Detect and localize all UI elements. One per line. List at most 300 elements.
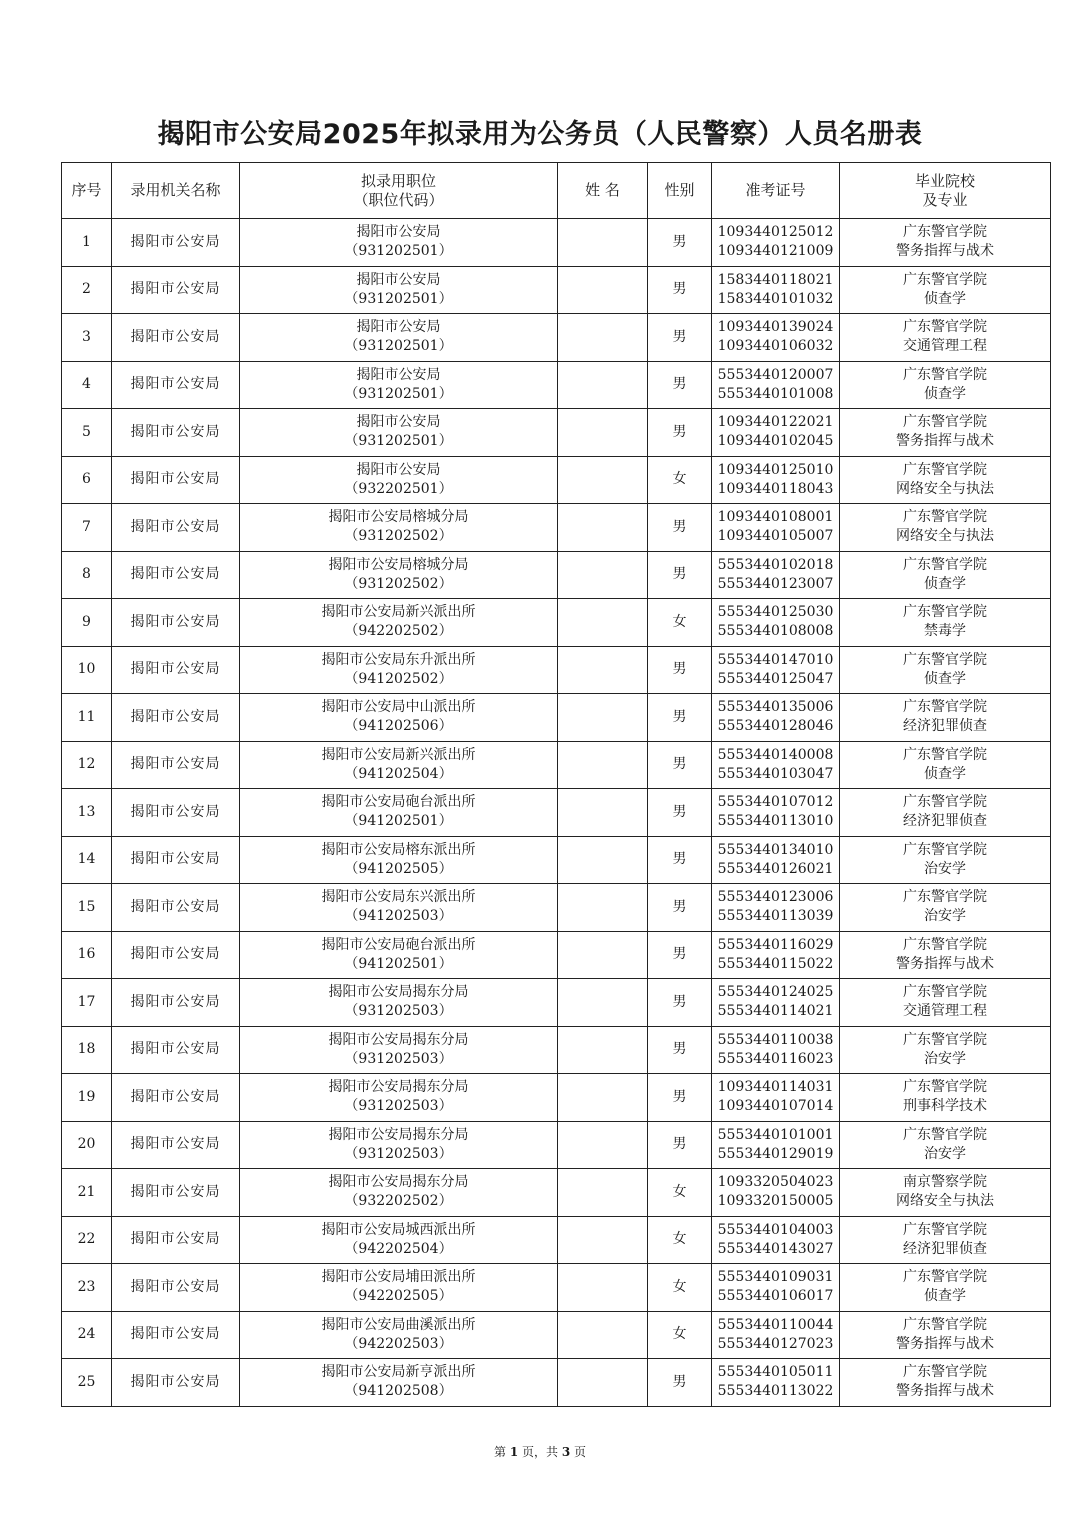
- cell-position: [240, 409, 558, 457]
- cell-position: [240, 1169, 558, 1217]
- cell-gender: 男: [648, 1359, 712, 1407]
- cell-school-major: 侦查学: [924, 670, 966, 687]
- cell-seq: 18: [62, 1026, 112, 1074]
- cell-gender: 男: [648, 836, 712, 884]
- cell-gender: 女: [648, 1169, 712, 1217]
- cell-org: 揭阳市公安局: [112, 361, 240, 409]
- cell-position-name: 揭阳市公安局新兴派出所: [321, 604, 476, 621]
- cell-org: 揭阳市公安局: [112, 1359, 240, 1407]
- table-row: [62, 551, 1051, 599]
- cell-exam-number: [712, 979, 840, 1027]
- cell-name: [558, 361, 648, 409]
- cell-seq: 3: [62, 314, 112, 362]
- cell-school: [840, 931, 1051, 979]
- cell-gender: 女: [648, 1216, 712, 1264]
- cell-exam-number-1: 5553440135006: [717, 699, 834, 716]
- cell-school-major: 警务指挥与战术: [896, 433, 994, 450]
- cell-exam-number: [712, 219, 840, 267]
- cell-exam-number-2: 1093440102045: [717, 433, 834, 450]
- cell-school-major: 侦查学: [924, 1288, 966, 1305]
- cell-school-major: 侦查学: [924, 385, 966, 402]
- cell-org: 揭阳市公安局: [112, 1074, 240, 1122]
- cell-exam-number: [712, 1216, 840, 1264]
- header-seq: 序号: [62, 163, 112, 219]
- cell-org: 揭阳市公安局: [112, 979, 240, 1027]
- cell-position: [240, 504, 558, 552]
- cell-name: [558, 1169, 648, 1217]
- cell-exam-number-1: 1093440125010: [717, 461, 834, 478]
- cell-exam-number-1: 1583440118021: [717, 271, 834, 288]
- cell-name: [558, 1264, 648, 1312]
- cell-exam-number-1: 5553440110038: [717, 1031, 834, 1048]
- cell-seq: 6: [62, 456, 112, 504]
- cell-name: [558, 1359, 648, 1407]
- cell-position: [240, 789, 558, 837]
- cell-exam-number-2: 5553440129019: [717, 1145, 834, 1162]
- cell-school-major: 网络安全与执法: [896, 1193, 994, 1210]
- cell-exam-number-2: 5553440113022: [717, 1383, 834, 1400]
- cell-exam-number: [712, 599, 840, 647]
- cell-position: [240, 361, 558, 409]
- cell-gender: 男: [648, 646, 712, 694]
- cell-exam-number-1: 5553440110044: [717, 1316, 834, 1333]
- table-row: [62, 694, 1051, 742]
- header-school: [840, 163, 1051, 219]
- cell-seq: 21: [62, 1169, 112, 1217]
- cell-seq: 17: [62, 979, 112, 1027]
- table-row: [62, 1121, 1051, 1169]
- cell-position-name: 揭阳市公安局榕城分局: [328, 556, 469, 573]
- cell-exam-number: [712, 1026, 840, 1074]
- cell-exam-number-1: 5553440124025: [717, 984, 834, 1001]
- cell-school: [840, 646, 1051, 694]
- table-row: [62, 456, 1051, 504]
- cell-exam-number-1: 1093440122021: [717, 414, 834, 431]
- cell-name: [558, 409, 648, 457]
- cell-org: 揭阳市公安局: [112, 1026, 240, 1074]
- cell-exam-number: [712, 1121, 840, 1169]
- cell-school: [840, 789, 1051, 837]
- cell-position: [240, 646, 558, 694]
- cell-school-major: 交通管理工程: [903, 338, 987, 355]
- cell-org: 揭阳市公安局: [112, 1216, 240, 1264]
- cell-exam-number-1: 1093440139024: [717, 319, 834, 336]
- cell-gender: 男: [648, 1121, 712, 1169]
- table-body: [62, 219, 1051, 1407]
- cell-exam-number-2: 5553440128046: [717, 718, 834, 735]
- cell-exam-number: [712, 741, 840, 789]
- table-row: [62, 1026, 1051, 1074]
- cell-school-name: 广东警官学院: [903, 414, 987, 431]
- cell-org: 揭阳市公安局: [112, 1169, 240, 1217]
- cell-seq: 23: [62, 1264, 112, 1312]
- cell-gender: 男: [648, 504, 712, 552]
- cell-school: [840, 979, 1051, 1027]
- roster-table: [61, 162, 1051, 1407]
- cell-position-code: （941202504）: [344, 765, 453, 782]
- cell-position-name: 揭阳市公安局榕城分局: [328, 509, 469, 526]
- cell-school-major: 侦查学: [924, 575, 966, 592]
- cell-name: [558, 1026, 648, 1074]
- cell-exam-number-2: 1093440105007: [717, 528, 834, 545]
- cell-exam-number-2: 1093440107014: [717, 1098, 834, 1115]
- cell-name: [558, 456, 648, 504]
- cell-exam-number-1: 1093440114031: [717, 1079, 834, 1096]
- cell-gender: 男: [648, 551, 712, 599]
- cell-position-code: （931202503）: [344, 1050, 453, 1067]
- cell-position-name: 揭阳市公安局曲溪派出所: [321, 1316, 476, 1333]
- cell-position-code: （932202502）: [344, 1193, 453, 1210]
- cell-school-major: 网络安全与执法: [896, 528, 994, 545]
- cell-position: [240, 1264, 558, 1312]
- cell-exam-number-1: 5553440101001: [717, 1126, 834, 1143]
- cell-org: 揭阳市公安局: [112, 646, 240, 694]
- cell-seq: 12: [62, 741, 112, 789]
- cell-school-name: 广东警官学院: [903, 366, 987, 383]
- cell-school: [840, 219, 1051, 267]
- cell-name: [558, 1074, 648, 1122]
- cell-exam-number: [712, 409, 840, 457]
- cell-name: [558, 551, 648, 599]
- table-row: [62, 361, 1051, 409]
- cell-position-code: （941202505）: [344, 860, 453, 877]
- cell-name: [558, 314, 648, 362]
- cell-position-name: 揭阳市公安局: [356, 414, 441, 431]
- cell-position-code: （931202501）: [344, 243, 453, 260]
- cell-school-major: 经济犯罪侦查: [903, 1240, 987, 1257]
- cell-name: [558, 1311, 648, 1359]
- cell-position-name: 揭阳市公安局东升派出所: [321, 651, 476, 668]
- table-row: [62, 266, 1051, 314]
- cell-position-name: 揭阳市公安局砲台派出所: [321, 936, 476, 953]
- cell-name: [558, 694, 648, 742]
- footer-middle: 页，共: [518, 1445, 562, 1459]
- cell-position: [240, 1121, 558, 1169]
- cell-position-code: （942202502）: [344, 623, 453, 640]
- table-row: [62, 1311, 1051, 1359]
- footer-page-number: 1: [509, 1445, 519, 1459]
- cell-school-name: 广东警官学院: [903, 1031, 987, 1048]
- cell-position: [240, 1216, 558, 1264]
- cell-name: [558, 504, 648, 552]
- cell-position: [240, 1311, 558, 1359]
- header-exam-number: 准考证号: [712, 163, 840, 219]
- cell-position: [240, 219, 558, 267]
- cell-position: [240, 266, 558, 314]
- cell-exam-number: [712, 646, 840, 694]
- table-row: [62, 599, 1051, 647]
- footer-prefix: 第: [493, 1445, 510, 1459]
- cell-name: [558, 884, 648, 932]
- cell-gender: 男: [648, 741, 712, 789]
- cell-position: [240, 1026, 558, 1074]
- table-row: [62, 979, 1051, 1027]
- cell-seq: 19: [62, 1074, 112, 1122]
- cell-school-name: 广东警官学院: [903, 1269, 987, 1286]
- table-row: [62, 1074, 1051, 1122]
- cell-school: [840, 1026, 1051, 1074]
- cell-gender: 男: [648, 361, 712, 409]
- cell-org: 揭阳市公安局: [112, 931, 240, 979]
- cell-position: [240, 314, 558, 362]
- cell-position-code: （941202502）: [344, 670, 453, 687]
- cell-gender: 男: [648, 884, 712, 932]
- cell-school-major: 治安学: [924, 860, 966, 877]
- cell-seq: 25: [62, 1359, 112, 1407]
- cell-org: 揭阳市公安局: [112, 1264, 240, 1312]
- cell-gender: 男: [648, 694, 712, 742]
- cell-org: 揭阳市公安局: [112, 789, 240, 837]
- cell-position-name: 揭阳市公安局榕东派出所: [321, 841, 476, 858]
- cell-org: 揭阳市公安局: [112, 551, 240, 599]
- cell-school: [840, 836, 1051, 884]
- table-row: [62, 836, 1051, 884]
- cell-position-code: （942202504）: [344, 1240, 453, 1257]
- cell-exam-number: [712, 1359, 840, 1407]
- cell-position-code: （931202501）: [344, 433, 453, 450]
- cell-exam-number-2: 5553440126021: [717, 860, 834, 877]
- table-row: [62, 504, 1051, 552]
- cell-exam-number-2: 1093440121009: [717, 243, 834, 260]
- cell-seq: 22: [62, 1216, 112, 1264]
- cell-exam-number-2: 5553440103047: [717, 765, 834, 782]
- table-row: [62, 1216, 1051, 1264]
- cell-org: 揭阳市公安局: [112, 409, 240, 457]
- table-row: [62, 219, 1051, 267]
- cell-position-name: 揭阳市公安局砲台派出所: [321, 794, 476, 811]
- table-row: [62, 1169, 1051, 1217]
- cell-gender: 男: [648, 1026, 712, 1074]
- cell-position-code: （931202501）: [344, 290, 453, 307]
- cell-exam-number-2: 5553440114021: [717, 1003, 834, 1020]
- cell-exam-number: [712, 836, 840, 884]
- cell-exam-number: [712, 694, 840, 742]
- cell-position-name: 揭阳市公安局新亨派出所: [321, 1364, 476, 1381]
- cell-exam-number-1: 5553440116029: [717, 936, 834, 953]
- header-position-code: （职位代码）: [353, 190, 444, 209]
- cell-position: [240, 599, 558, 647]
- cell-position-code: （931202502）: [344, 528, 453, 545]
- cell-seq: 16: [62, 931, 112, 979]
- cell-exam-number-2: 5553440116023: [717, 1050, 834, 1067]
- cell-school-name: 广东警官学院: [903, 651, 987, 668]
- cell-seq: 4: [62, 361, 112, 409]
- cell-exam-number-2: 5553440127023: [717, 1335, 834, 1352]
- cell-org: 揭阳市公安局: [112, 314, 240, 362]
- cell-school: [840, 694, 1051, 742]
- header-gender: 性别: [648, 163, 712, 219]
- cell-org: 揭阳市公安局: [112, 884, 240, 932]
- header-position-title: 拟录用职位: [360, 171, 436, 190]
- cell-school-name: 广东警官学院: [903, 224, 987, 241]
- cell-school: [840, 551, 1051, 599]
- cell-seq: 15: [62, 884, 112, 932]
- cell-name: [558, 646, 648, 694]
- cell-school-major: 侦查学: [924, 290, 966, 307]
- cell-gender: 女: [648, 1311, 712, 1359]
- cell-name: [558, 266, 648, 314]
- header-school-title: 毕业院校: [914, 171, 975, 190]
- cell-school: [840, 1074, 1051, 1122]
- cell-exam-number: [712, 1074, 840, 1122]
- cell-exam-number-2: 5553440113010: [717, 813, 834, 830]
- cell-exam-number-2: 5553440106017: [717, 1288, 834, 1305]
- cell-school: [840, 884, 1051, 932]
- cell-school-name: 广东警官学院: [903, 841, 987, 858]
- cell-org: 揭阳市公安局: [112, 741, 240, 789]
- page-footer: [0, 1443, 1080, 1460]
- cell-school-name: 广东警官学院: [903, 699, 987, 716]
- cell-exam-number-2: 5553440115022: [717, 955, 834, 972]
- cell-gender: 男: [648, 1074, 712, 1122]
- cell-seq: 11: [62, 694, 112, 742]
- cell-org: 揭阳市公安局: [112, 1311, 240, 1359]
- cell-school-major: 经济犯罪侦查: [903, 718, 987, 735]
- cell-school: [840, 1311, 1051, 1359]
- cell-school: [840, 1216, 1051, 1264]
- cell-seq: 1: [62, 219, 112, 267]
- cell-exam-number-1: 5553440120007: [717, 366, 834, 383]
- cell-school: [840, 266, 1051, 314]
- cell-position-code: （931202501）: [344, 385, 453, 402]
- cell-exam-number-2: 5553440101008: [717, 385, 834, 402]
- cell-position-name: 揭阳市公安局新兴派出所: [321, 746, 476, 763]
- cell-exam-number: [712, 314, 840, 362]
- cell-exam-number-1: 5553440125030: [717, 604, 834, 621]
- cell-school-name: 广东警官学院: [903, 1221, 987, 1238]
- page-title: 揭阳市公安局2025年拟录用为公务员（人民警察）人员名册表: [157, 119, 923, 150]
- cell-seq: 10: [62, 646, 112, 694]
- cell-school-name: 广东警官学院: [903, 319, 987, 336]
- cell-school-name: 广东警官学院: [903, 1316, 987, 1333]
- cell-exam-number: [712, 789, 840, 837]
- cell-org: 揭阳市公安局: [112, 266, 240, 314]
- cell-exam-number: [712, 1311, 840, 1359]
- cell-position-name: 揭阳市公安局揭东分局: [328, 1174, 469, 1191]
- cell-exam-number: [712, 266, 840, 314]
- cell-seq: 14: [62, 836, 112, 884]
- cell-name: [558, 1216, 648, 1264]
- cell-school-major: 网络安全与执法: [896, 480, 994, 497]
- cell-school-name: 南京警察学院: [903, 1174, 987, 1191]
- cell-school-name: 广东警官学院: [903, 889, 987, 906]
- cell-exam-number-2: 5553440125047: [717, 670, 834, 687]
- cell-name: [558, 979, 648, 1027]
- cell-position-code: （942202503）: [344, 1335, 453, 1352]
- cell-school-major: 刑事科学技术: [903, 1098, 987, 1115]
- cell-name: [558, 836, 648, 884]
- cell-school-name: 广东警官学院: [903, 984, 987, 1001]
- cell-gender: 女: [648, 456, 712, 504]
- cell-position: [240, 836, 558, 884]
- cell-school: [840, 741, 1051, 789]
- cell-school-major: 治安学: [924, 908, 966, 925]
- cell-position: [240, 456, 558, 504]
- cell-position-name: 揭阳市公安局揭东分局: [328, 1126, 469, 1143]
- cell-exam-number-2: 1583440101032: [717, 290, 834, 307]
- cell-position-name: 揭阳市公安局: [356, 271, 441, 288]
- cell-seq: 13: [62, 789, 112, 837]
- cell-name: [558, 789, 648, 837]
- cell-org: 揭阳市公安局: [112, 456, 240, 504]
- cell-name: [558, 219, 648, 267]
- cell-school-name: 广东警官学院: [903, 1364, 987, 1381]
- cell-school: [840, 1264, 1051, 1312]
- cell-position: [240, 931, 558, 979]
- cell-school: [840, 1121, 1051, 1169]
- cell-exam-number: [712, 456, 840, 504]
- cell-name: [558, 599, 648, 647]
- table-row: [62, 314, 1051, 362]
- cell-school-major: 治安学: [924, 1050, 966, 1067]
- table-row: [62, 884, 1051, 932]
- cell-exam-number-1: 5553440123006: [717, 889, 834, 906]
- cell-school: [840, 1359, 1051, 1407]
- cell-org: 揭阳市公安局: [112, 1121, 240, 1169]
- cell-exam-number-2: 1093440118043: [717, 480, 834, 497]
- cell-name: [558, 931, 648, 979]
- cell-position-name: 揭阳市公安局揭东分局: [328, 1031, 469, 1048]
- cell-gender: 男: [648, 266, 712, 314]
- cell-gender: 男: [648, 314, 712, 362]
- cell-exam-number-2: 5553440123007: [717, 575, 834, 592]
- cell-position-code: （931202502）: [344, 575, 453, 592]
- cell-position-name: 揭阳市公安局中山派出所: [321, 699, 476, 716]
- cell-position: [240, 551, 558, 599]
- cell-exam-number-2: 1093440106032: [717, 338, 834, 355]
- header-position: [240, 163, 558, 219]
- cell-school-name: 广东警官学院: [903, 556, 987, 573]
- cell-name: [558, 741, 648, 789]
- header-org: 录用机关名称: [112, 163, 240, 219]
- cell-position-code: （931202503）: [344, 1098, 453, 1115]
- cell-name: [558, 1121, 648, 1169]
- cell-position-name: 揭阳市公安局城西派出所: [321, 1221, 476, 1238]
- cell-school-major: 侦查学: [924, 765, 966, 782]
- cell-school-name: 广东警官学院: [903, 1079, 987, 1096]
- cell-school-name: 广东警官学院: [903, 794, 987, 811]
- cell-position-name: 揭阳市公安局: [356, 319, 441, 336]
- cell-school: [840, 456, 1051, 504]
- cell-position: [240, 979, 558, 1027]
- table-row: [62, 789, 1051, 837]
- cell-position-code: （932202501）: [344, 480, 453, 497]
- cell-gender: 男: [648, 219, 712, 267]
- cell-school-major: 警务指挥与战术: [896, 1335, 994, 1352]
- cell-school: [840, 504, 1051, 552]
- cell-school: [840, 314, 1051, 362]
- table-row: [62, 409, 1051, 457]
- cell-school-name: 广东警官学院: [903, 604, 987, 621]
- cell-seq: 5: [62, 409, 112, 457]
- cell-position-name: 揭阳市公安局: [356, 366, 441, 383]
- cell-position-code: （931202501）: [344, 338, 453, 355]
- cell-school-name: 广东警官学院: [903, 509, 987, 526]
- table-row: [62, 931, 1051, 979]
- cell-school-major: 警务指挥与战术: [896, 955, 994, 972]
- cell-seq: 9: [62, 599, 112, 647]
- cell-org: 揭阳市公安局: [112, 219, 240, 267]
- cell-org: 揭阳市公安局: [112, 504, 240, 552]
- cell-school-name: 广东警官学院: [903, 1126, 987, 1143]
- cell-gender: 男: [648, 789, 712, 837]
- cell-school-name: 广东警官学院: [903, 461, 987, 478]
- cell-position-name: 揭阳市公安局揭东分局: [328, 1079, 469, 1096]
- footer-suffix: 页: [570, 1445, 586, 1459]
- cell-exam-number-2: 5553440113039: [717, 908, 834, 925]
- cell-school-name: 广东警官学院: [903, 271, 987, 288]
- cell-exam-number-1: 1093320504023: [717, 1174, 834, 1191]
